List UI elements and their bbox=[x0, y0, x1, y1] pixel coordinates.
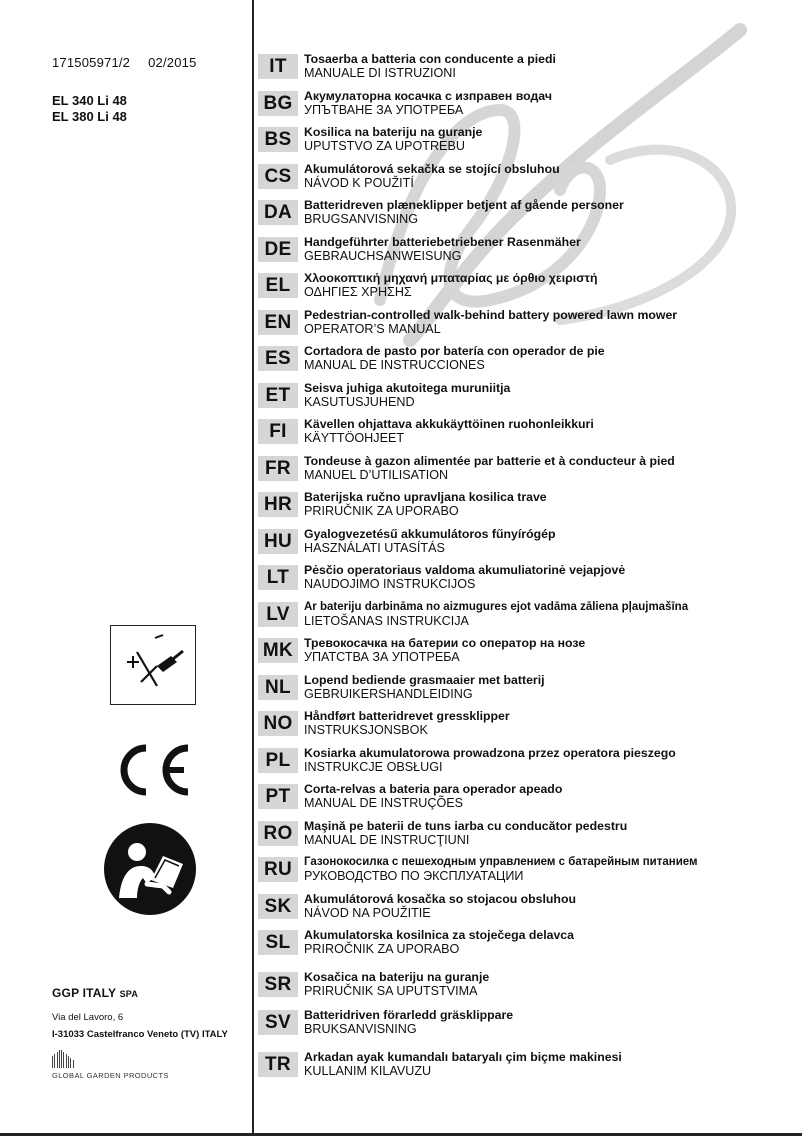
language-code: BS bbox=[258, 127, 298, 152]
language-code: SR bbox=[258, 972, 298, 997]
manual-title: KULLANIM KILAVUZU bbox=[304, 1064, 432, 1078]
product-description: Газонокосилка с пешеходным управлением с батарейным питанием bbox=[304, 856, 698, 868]
language-row-fr bbox=[258, 454, 675, 488]
language-code: BG bbox=[258, 91, 298, 116]
language-code: DE bbox=[258, 237, 298, 262]
product-description: Pedestrian-controlled walk-behind battery powered lawn mower bbox=[304, 307, 678, 322]
manual-title: GEBRUIKERSHANDLEIDING bbox=[304, 686, 473, 701]
language-row-pl bbox=[258, 746, 676, 780]
language-row-et bbox=[258, 381, 510, 415]
language-code: PL bbox=[258, 748, 298, 773]
manual-title: MANUAL DE INSTRUÇÕES bbox=[304, 796, 464, 810]
read-manual-icon bbox=[103, 822, 197, 916]
document-code bbox=[52, 55, 197, 70]
product-description: Χλοοκοπτική μηχανή μπαταρίας με όρθιο χειριστή bbox=[304, 271, 598, 285]
language-code: DA bbox=[258, 200, 298, 225]
language-code: LT bbox=[258, 565, 298, 590]
language-row-no bbox=[258, 709, 510, 743]
manual-title: BRUGSANVISNING bbox=[304, 212, 419, 226]
language-code: SL bbox=[258, 930, 298, 955]
manual-title: PRIRUČNIK ZA UPORABO bbox=[304, 504, 459, 518]
battery-tool-icon bbox=[110, 625, 196, 705]
manual-title: NAUDOJIMO INSTRUKCIJOS bbox=[304, 577, 476, 591]
language-row-mk bbox=[258, 636, 585, 670]
product-description: Cortadora de pasto por batería con operador de pie bbox=[304, 344, 605, 358]
language-code: RO bbox=[258, 821, 298, 846]
language-row-da bbox=[258, 198, 624, 232]
language-row-ru bbox=[258, 855, 698, 889]
language-row-es bbox=[258, 344, 605, 378]
language-row-sl bbox=[258, 928, 574, 962]
language-code: PT bbox=[258, 784, 298, 809]
language-code: MK bbox=[258, 638, 298, 663]
model-name: EL 340 Li 48 bbox=[52, 93, 127, 108]
company-suffix: SPA bbox=[119, 989, 139, 999]
product-description: Seisva juhiga akutoitega muruniitja bbox=[304, 380, 511, 395]
model-list bbox=[52, 93, 127, 125]
manual-title: LIETOŠANAS INSTRUKCIJA bbox=[304, 613, 469, 628]
language-code: FR bbox=[258, 456, 298, 481]
manual-title: УПАТСТВА ЗА УПОТРЕБА bbox=[304, 650, 460, 664]
product-description: Gyalogvezetésű akkumulátoros fűnyírógép bbox=[304, 526, 556, 541]
language-row-sk bbox=[258, 892, 576, 926]
language-row-bs bbox=[258, 125, 482, 159]
manual-title: NÁVOD K POUŽITÍ bbox=[304, 175, 414, 190]
language-code: IT bbox=[258, 54, 298, 79]
product-description: Akumulátorová sekačka se stojící obsluhou bbox=[304, 161, 560, 176]
manual-title: GEBRAUCHSANWEISUNG bbox=[304, 248, 462, 263]
language-row-bg bbox=[258, 89, 552, 123]
language-row-pt bbox=[258, 782, 562, 816]
company-address-line2: I-31033 Castelfranco Veneto (TV) ITALY bbox=[52, 1029, 228, 1040]
manual-title: MANUAL DE INSTRUCŢIUNI bbox=[304, 832, 470, 847]
product-description: Pėsčio operatoriaus valdoma akumuliatorinė vejapjovė bbox=[304, 563, 626, 577]
language-code: TR bbox=[258, 1052, 298, 1077]
language-code: LV bbox=[258, 602, 298, 627]
language-row-hu bbox=[258, 527, 555, 561]
language-row-sr bbox=[258, 970, 489, 1004]
left-column bbox=[0, 0, 252, 1136]
language-row-lv bbox=[258, 600, 688, 634]
language-code: EN bbox=[258, 310, 298, 335]
language-code: HR bbox=[258, 492, 298, 517]
manual-title: NÁVOD NA POUŽITIE bbox=[304, 905, 431, 920]
manual-title: РУКОВОДСТВО ПО ЭКСПЛУАТАЦИИ bbox=[304, 869, 524, 883]
language-row-nl bbox=[258, 673, 545, 707]
language-code: RU bbox=[258, 857, 298, 882]
language-code: ET bbox=[258, 383, 298, 408]
language-row-de bbox=[258, 235, 581, 269]
language-code: FI bbox=[258, 419, 298, 444]
product-description: Акумулаторна косачка с изправен водач bbox=[304, 88, 552, 103]
language-row-sv bbox=[258, 1008, 513, 1042]
manual-title: ΟΔΗΓΙΕΣ ΧΡΗΣΗΣ bbox=[304, 285, 412, 299]
language-code: ES bbox=[258, 346, 298, 371]
product-description: Tosaerba a batteria con conducente a piedi bbox=[304, 52, 556, 66]
product-description: Corta-relvas a bateria para operador apeado bbox=[304, 782, 563, 796]
company-name: GGP ITALY SPA bbox=[52, 986, 139, 1000]
manual-title: HASZNÁLATI UTASÍTÁS bbox=[304, 540, 445, 555]
logo-barcode-icon bbox=[52, 1050, 192, 1068]
product-description: Ar bateriju darbināma no aizmugures ejot vadāma zāliena pļaujmašīna bbox=[304, 600, 689, 613]
language-row-ro bbox=[258, 819, 627, 853]
model-name: EL 380 Li 48 bbox=[52, 109, 127, 124]
manual-title: MANUEL D’UTILISATION bbox=[304, 467, 449, 482]
manual-title: MANUALE DI ISTRUZIONI bbox=[304, 66, 456, 80]
language-code: EL bbox=[258, 273, 298, 298]
language-code: NO bbox=[258, 711, 298, 736]
product-description: Batteridreven plæneklipper betjent af gående personer bbox=[304, 198, 624, 212]
product-description: Baterijska ručno upravljana kosilica trave bbox=[304, 490, 547, 504]
language-row-it bbox=[258, 52, 556, 86]
manual-title: KÄYTTÖOHJEET bbox=[304, 431, 405, 445]
language-code: SV bbox=[258, 1010, 298, 1035]
manual-title: OPERATOR’S MANUAL bbox=[304, 321, 441, 336]
company-info bbox=[52, 986, 228, 1040]
product-description: Kosačica na bateriju na guranje bbox=[304, 970, 490, 984]
product-description: Håndført batteridrevet gressklipper bbox=[304, 709, 510, 723]
company-logo bbox=[52, 1050, 192, 1084]
product-description: Maşină pe baterii de tuns iarba cu conducător pedestru bbox=[304, 818, 628, 833]
product-description: Tondeuse à gazon alimentée par batterie et à conducteur à pied bbox=[304, 453, 675, 468]
language-row-tr bbox=[258, 1050, 622, 1084]
manual-title: UPUTSTVO ZA UPOTREBU bbox=[304, 139, 465, 153]
product-description: Arkadan ayak kumandalı bataryalı çim biçme makinesi bbox=[304, 1050, 622, 1064]
logo-text: GLOBAL GARDEN PRODUCTS bbox=[52, 1071, 169, 1080]
company-address-line1: Via del Lavoro, 6 bbox=[52, 1012, 124, 1023]
manual-title: KASUTUSJUHEND bbox=[304, 394, 415, 409]
language-row-el bbox=[258, 271, 598, 305]
language-code: NL bbox=[258, 675, 298, 700]
language-row-hr bbox=[258, 490, 547, 524]
language-row-cs bbox=[258, 162, 560, 196]
document-date: 02/2015 bbox=[148, 55, 197, 70]
manual-title: BRUKSANVISNING bbox=[304, 1022, 417, 1036]
language-code: SK bbox=[258, 894, 298, 919]
ce-mark-icon bbox=[110, 740, 192, 800]
product-description: Akumulatorska kosilnica za stoječega delavca bbox=[304, 928, 574, 942]
product-description: Kosilica na bateriju na guranje bbox=[304, 125, 483, 139]
product-description: Batteridriven förarledd gräsklippare bbox=[304, 1008, 514, 1022]
manual-title: INSTRUKSJONSBOK bbox=[304, 723, 428, 737]
product-description: Lopend bediende grasmaaier met batterij bbox=[304, 672, 545, 687]
product-description: Handgeführter batteriebetriebener Rasenmäher bbox=[304, 234, 581, 249]
document-number: 171505971/2 bbox=[52, 55, 131, 70]
product-description: Kävellen ohjattava akkukäyttöinen ruohonleikkuri bbox=[304, 417, 594, 431]
manual-title: PRIRUČNIK SA UPUTSTVIMA bbox=[304, 984, 478, 998]
language-code: HU bbox=[258, 529, 298, 554]
manual-title: MANUAL DE INSTRUCCIONES bbox=[304, 358, 485, 372]
language-row-en bbox=[258, 308, 677, 342]
product-description: Kosiarka akumulatorowa prowadzona przez operatora pieszego bbox=[304, 745, 676, 760]
language-row-fi bbox=[258, 417, 594, 451]
manual-title: УПЪТВАНЕ ЗА УПОТРЕБА bbox=[304, 102, 464, 117]
vertical-divider bbox=[252, 0, 254, 1134]
product-description: Тревокосачка на батерии со оператор на нозе bbox=[304, 636, 586, 650]
product-description: Akumulátorová kosačka so stojacou obsluhou bbox=[304, 891, 576, 906]
manual-title: PRIROČNIK ZA UPORABO bbox=[304, 942, 460, 956]
language-row-lt bbox=[258, 563, 625, 597]
manual-title: INSTRUKCJE OBSŁUGI bbox=[304, 759, 443, 774]
language-code: CS bbox=[258, 164, 298, 189]
